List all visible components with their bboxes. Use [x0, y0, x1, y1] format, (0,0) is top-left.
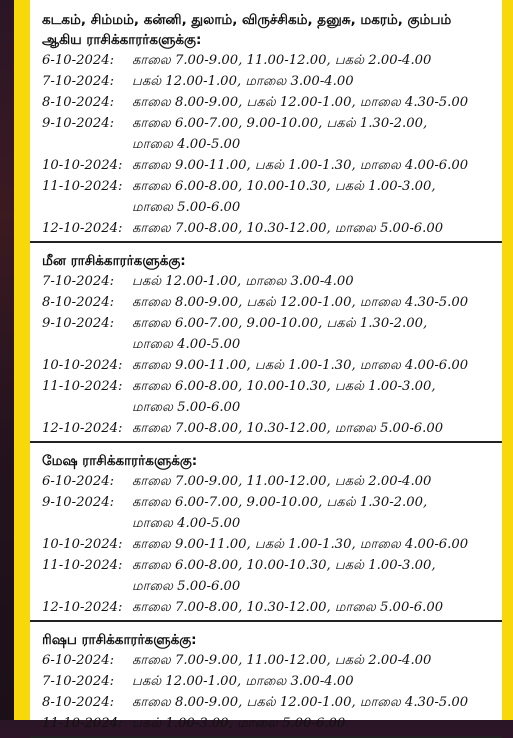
- time-slots: [132, 376, 492, 418]
- timing-row: [42, 492, 492, 534]
- rasi-section: [30, 0, 502, 243]
- timing-row: [42, 218, 492, 239]
- time-slots: [132, 71, 492, 92]
- date-label: 6-10-2024:: [42, 653, 115, 668]
- date-label: 10-10-2024:: [42, 158, 123, 173]
- time-slot-line: மாலை 4.00-5.00: [132, 516, 241, 531]
- timing-row: [42, 176, 492, 218]
- time-slots: [132, 671, 492, 692]
- date-label: 7-10-2024:: [42, 74, 115, 89]
- time-slot-line: மாலை 5.00-6.00: [132, 200, 241, 215]
- timing-row: [42, 271, 492, 292]
- time-slots: [132, 313, 492, 355]
- timing-row: [42, 555, 492, 597]
- time-slots: [132, 113, 492, 155]
- date-label: 12-10-2024:: [42, 600, 123, 615]
- time-slots: [132, 176, 492, 218]
- time-slot-line: காலை 9.00-11.00, பகல் 1.00-1.30, மாலை 4.00-6.00: [132, 158, 469, 173]
- time-slot-line: காலை 7.00-9.00, 11.00-12.00, பகல் 2.00-4.00: [132, 53, 432, 68]
- timing-row: [42, 50, 492, 71]
- timing-row: [42, 471, 492, 492]
- time-slot-line: பகல் 12.00-1.00, மாலை 3.00-4.00: [132, 274, 354, 289]
- time-slots: [132, 692, 492, 713]
- date-label: 9-10-2024:: [42, 316, 115, 331]
- time-slots: [132, 292, 492, 313]
- time-slot-line: மாலை 4.00-5.00: [132, 137, 241, 152]
- time-slot-line: காலை 6.00-7.00, 9.00-10.00, பகல் 1.30-2.00,: [132, 316, 428, 331]
- timing-row: [42, 355, 492, 376]
- time-slots: [132, 597, 492, 618]
- section-title: ஆகிய ராசிக்காரர்களுக்கு:: [42, 32, 202, 48]
- date-label: 11-10-2024:: [42, 716, 123, 731]
- date-label: 7-10-2024:: [42, 674, 115, 689]
- time-slots: [132, 155, 492, 176]
- time-slot-line: காலை 6.00-8.00, 10.00-10.30, பகல் 1.00-3.00,: [132, 379, 436, 394]
- time-slot-line: காலை 7.00-8.00, 10.30-12.00, மாலை 5.00-6.00: [132, 421, 444, 436]
- date-label: 7-10-2024:: [42, 274, 115, 289]
- date-label: 8-10-2024:: [42, 695, 115, 710]
- date-label: 12-10-2024:: [42, 221, 123, 236]
- time-slots: [132, 50, 492, 71]
- timing-row: [42, 292, 492, 313]
- time-slots: [132, 271, 492, 292]
- date-label: 6-10-2024:: [42, 474, 115, 489]
- time-slot-line: காலை 8.00-9.00, பகல் 12.00-1.00, மாலை 4.30-5.00: [132, 295, 469, 310]
- date-label: 8-10-2024:: [42, 295, 115, 310]
- time-slot-line: காலை 7.00-8.00, 10.30-12.00, மாலை 5.00-6.00: [132, 221, 444, 236]
- time-slot-line: காலை 8.00-9.00, பகல் 12.00-1.00, மாலை 4.30-5.00: [132, 95, 469, 110]
- date-label: 11-10-2024:: [42, 379, 123, 394]
- section-title: மேஷ ராசிக்காரர்களுக்கு:: [42, 453, 198, 469]
- date-label: 10-10-2024:: [42, 537, 123, 552]
- timings-panel: [30, 0, 502, 731]
- time-slot-line: பகல் 12.00-1.00, மாலை 3.00-4.00: [132, 674, 354, 689]
- section-title: மீன ராசிக்காரர்களுக்கு:: [42, 253, 186, 269]
- timing-row: [42, 713, 492, 734]
- timing-row: [42, 418, 492, 439]
- timing-row: [42, 597, 492, 618]
- time-slots: [132, 650, 492, 671]
- timing-row: [42, 155, 492, 176]
- time-slots: [132, 418, 492, 439]
- section-title: ரிஷப ராசிக்காரர்களுக்கு:: [42, 632, 197, 648]
- time-slots: [132, 555, 492, 597]
- time-slots: [132, 534, 492, 555]
- timing-row: [42, 71, 492, 92]
- time-slot-line: பகல் 12.00-1.00, மாலை 3.00-4.00: [132, 74, 354, 89]
- date-label: 11-10-2024:: [42, 179, 123, 194]
- time-slot-line: காலை 9.00-11.00, பகல் 1.00-1.30, மாலை 4.00-6.00: [132, 537, 469, 552]
- time-slots: [132, 218, 492, 239]
- rasi-section: [30, 243, 502, 443]
- date-label: 9-10-2024:: [42, 495, 115, 510]
- date-label: 10-10-2024:: [42, 358, 123, 373]
- date-label: 11-10-2024:: [42, 558, 123, 573]
- time-slot-line: காலை 6.00-8.00, 10.00-10.30, பகல் 1.00-3.00,: [132, 179, 436, 194]
- date-label: 9-10-2024:: [42, 116, 115, 131]
- time-slot-line: காலை 6.00-7.00, 9.00-10.00, பகல் 1.30-2.00,: [132, 495, 428, 510]
- time-slots: [132, 492, 492, 534]
- date-label: 8-10-2024:: [42, 95, 115, 110]
- time-slots: [132, 355, 492, 376]
- time-slot-line: மாலை 5.00-6.00: [132, 400, 241, 415]
- timing-row: [42, 113, 492, 155]
- time-slot-line: காலை 8.00-9.00, பகல் 12.00-1.00, மாலை 4.30-5.00: [132, 695, 469, 710]
- time-slot-line: காலை 7.00-9.00, 11.00-12.00, பகல் 2.00-4.00: [132, 474, 432, 489]
- timing-row: [42, 313, 492, 355]
- time-slot-line: மாலை 5.00-6.00: [132, 579, 241, 594]
- time-slot-line: காலை 6.00-7.00, 9.00-10.00, பகல் 1.30-2.00,: [132, 116, 428, 131]
- time-slot-line: காலை 6.00-8.00, 10.00-10.30, பகல் 1.00-3.00,: [132, 558, 436, 573]
- time-slots: [132, 92, 492, 113]
- timing-row: [42, 692, 492, 713]
- rasi-section: [30, 622, 502, 738]
- time-slots: [132, 471, 492, 492]
- timing-row: [42, 92, 492, 113]
- time-slot-line: பகல் 1.00-3.00, மாலை 5.00-6.00: [132, 716, 346, 731]
- timing-row: [42, 671, 492, 692]
- time-slot-line: காலை 9.00-11.00, பகல் 1.00-1.30, மாலை 4.00-6.00: [132, 358, 469, 373]
- time-slots: [132, 713, 492, 734]
- time-slot-line: காலை 7.00-9.00, 11.00-12.00, பகல் 2.00-4.00: [132, 653, 432, 668]
- rasi-section: [30, 443, 502, 622]
- date-label: 6-10-2024:: [42, 53, 115, 68]
- section-title: கடகம், சிம்மம், கன்னி, துலாம், விருச்சிகம், தனுசு, மகரம், கும்பம்: [42, 12, 452, 28]
- timing-row: [42, 376, 492, 418]
- timing-row: [42, 650, 492, 671]
- time-slot-line: மாலை 4.00-5.00: [132, 337, 241, 352]
- time-slot-line: காலை 7.00-8.00, 10.30-12.00, மாலை 5.00-6.00: [132, 600, 444, 615]
- timing-row: [42, 534, 492, 555]
- date-label: 12-10-2024:: [42, 421, 123, 436]
